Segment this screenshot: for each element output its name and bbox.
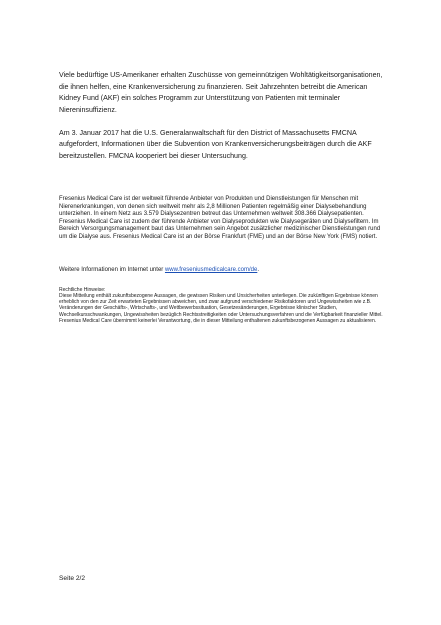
paragraph-akf-program: Viele bedürftige US-Amerikaner erhalten Zuschüsse von gemeinnützigen Wohltätigkeitsorganisationen, die ihnen helfen, eine Krankenversicherung zu finanzieren. Seit Jahrzehnten betreibt die American Kidney Fund (AKF) ein solches Programm zur Unterstützung von Patienten mit terminaler Niereninsuffizienz. — [59, 71, 383, 114]
company-website-link[interactable]: www.freseniusmedicalcare.com/de — [164, 267, 258, 273]
more-info-line — [59, 267, 389, 275]
company-profile-text: Fresenius Medical Care ist der weltweit führende Anbieter von Produkten und Dienstleistungen für Menschen mit Nierenerkrankungen, von denen sich weltweit mehr als 2,8 Millionen Patienten regelmäßig einer Dialysebehandlung unterziehen. In einem Netz aus 3.579 Dialysezentren betreut das Unternehmen weltweit 308.366 Dialysepatienten. Fresenius Medical Care ist zudem der führende Anbieter von Dialyseprodukten wie Dialysegeräten und Dialysefiltern. Im Bereich Versorgungsmanagement baut das Unternehmen sein Angebot zusätzlicher medizinischer Dienstleistungen rund um die Dialyse aus. Fresenius Medical Care ist an der Börse Frankfurt (FME) und an der Börse New York (FMS) notiert. — [59, 196, 381, 240]
legal-notice — [59, 287, 389, 324]
more-info-prefix: Weitere Informationen im Internet unter — [59, 267, 165, 273]
paragraph-investigation: Am 3. Januar 2017 hat die U.S. Generalanwaltschaft für den District of Massachusetts FMCNA aufgefordert, Informationen über die Subvention von Krankenversicherungsbeiträgen durch die AKF bereitzustellen. FMCNA kooperiert bei dieser Untersuchung. — [59, 128, 372, 160]
more-info-suffix: . — [257, 267, 259, 273]
press-release-body — [59, 70, 389, 174]
page-number: Seite 2/2 — [59, 575, 86, 582]
legal-heading: Rechtliche Hinweise: — [59, 287, 106, 293]
company-profile — [59, 196, 389, 241]
legal-body: Diese Mitteilung enthält zukunftsbezogene Aussagen, die gewissen Risiken und Unsicherheiten unterliegen. Die zukünftigen Ergebnisse können erheblich von den zur Zeit erwarteten Ergebnissen abweichen, und zwar aufgrund verschiedener Risikofaktoren und Ungewissheiten wie z.B. Veränderungen der Geschäfts-, Wirtschafts-, und Wettbewerbssituation, Gesetzesänderungen, Ergebnisse klinischer Studien, Wechselkursschwankungen, Ungewissheiten bezüglich Rechtsstreitigkeiten oder Untersuchungsverfahren und die Verfügbarkeit finanzieller Mittel. Fresenius Medical Care übernimmt keinerlei Verantwortung, die in dieser Mitteilung enthaltenen zukunftsbezogenen Aussagen zu aktualisieren. — [59, 293, 383, 324]
